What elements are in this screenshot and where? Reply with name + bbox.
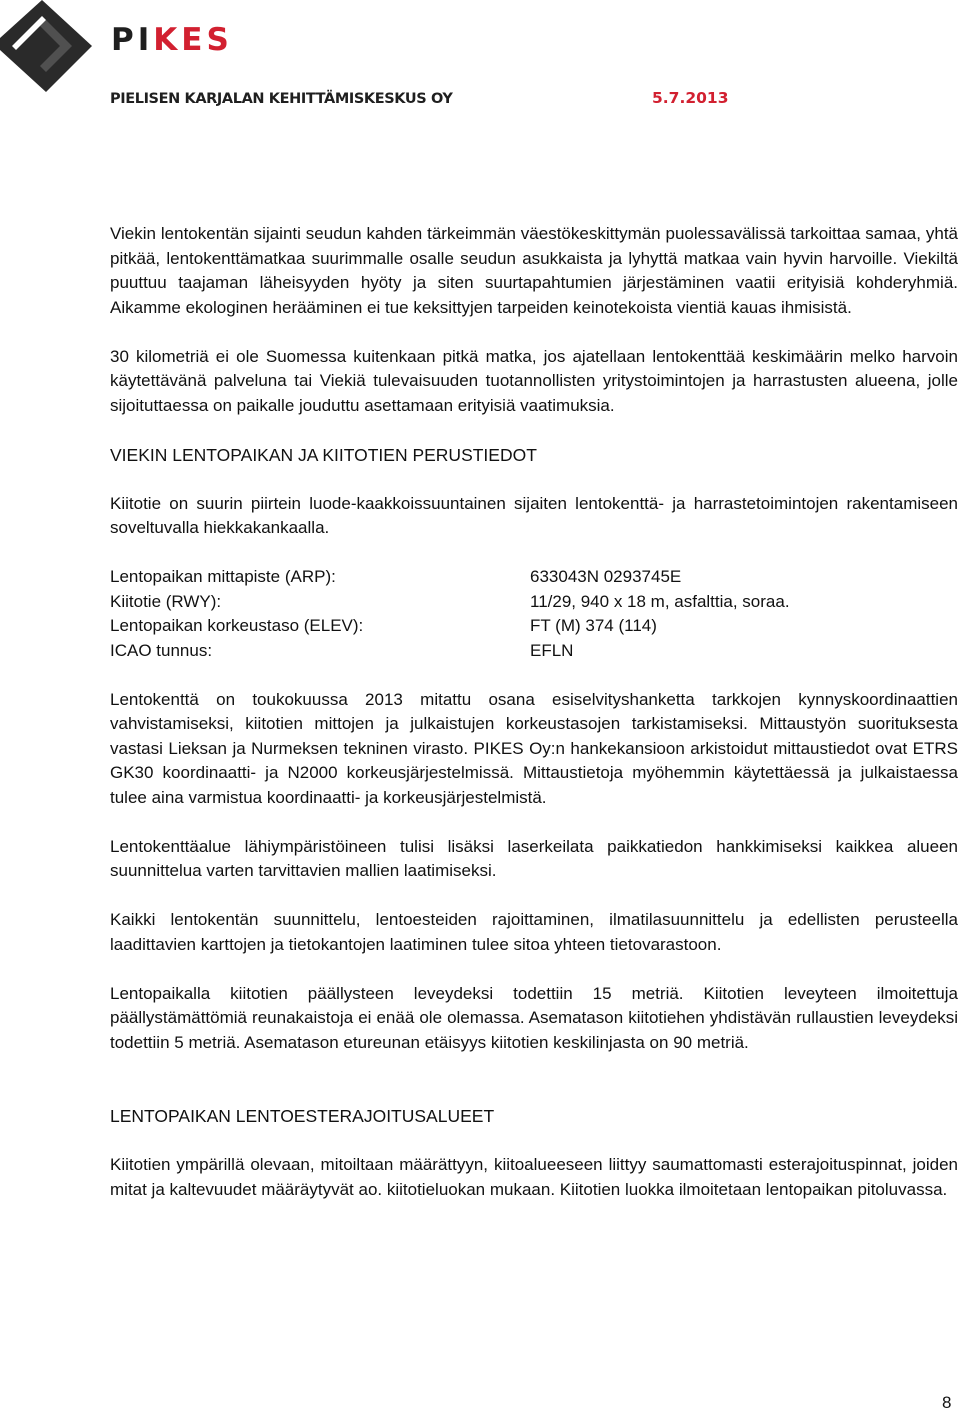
info-row-rwy: [110, 590, 958, 615]
info-row-icao: [110, 639, 958, 664]
paragraph-intro-2: 30 kilometriä ei ole Suomessa kuitenkaan pitkä matka, jos ajatellaan lentokenttää keskimäärin melko harvoin käytettävänä palveluna tai Viekiä tulevaisuuden tuotannollisten yritystoimintojen ja harrastusten alueena, jolle sijoituttaessa on paikalle jouduttu asettamaan erityisiä vaatimuksia.: [110, 346, 958, 415]
info-row-arp: [110, 565, 958, 590]
brand-highlight: KES: [153, 22, 233, 58]
section-heading-obstacles: LENTOPAIKAN LENTOESTERAJOITUSALUEET: [110, 1106, 495, 1126]
info-value: FT (M) 374 (114): [530, 616, 657, 635]
pikes-logo-icon: [0, 0, 92, 92]
info-label: ICAO tunnus:: [110, 640, 213, 660]
paragraph-intro-1: Viekin lentokentän sijainti seudun kahden tärkeimmän väestökeskittymän puolessavälissä tarkoittaa samaa, yhtä pitkää, lentokenttämatkaa suurimmalle osalle seudun asukkaista ja lyhyttä matkaa vain hyvin harvoille. Viekiltä puuttuu taajaman läheisyyden hyöty ja siten suurtapahtumien järjestäminen vaatii erityisiä kohderyhmiä. Aikamme ekologinen herääminen ei tue keksittyjen tarpeiden keinotekoista vientiä kauas ihmisistä.: [110, 224, 958, 317]
info-value: EFLN: [530, 640, 574, 660]
section-heading-basics: VIEKIN LENTOPAIKAN JA KIITOTIEN PERUSTIEDOT: [110, 444, 537, 465]
brand-prefix: PI: [111, 22, 154, 58]
paragraph-measurement: Lentokenttä on toukokuussa 2013 mitattu osana esiselvityshanketta tarkkojen kynnyskoordinaattien vahvistamiseksi, kiitotien mittojen ja julkaistujen korkeustasojen tarkistamiseksi. Mittaustyön suorituksesta vastasi Lieksan ja Nurmeksen tekninen virasto. PIKES Oy:n hankekansioon arkistoidut mittaustiedot ovat ETRS GK30 koordinaatti- ja N2000 korkeusjärjestelmissä. Mittaustietoja myöhemmin käytettäessä ja julkaistaessa tulee aina varmistua koordinaatti- ja korkeusjärjestelmistä.: [110, 689, 958, 807]
info-label: Lentopaikan mittapiste (ARP):: [110, 567, 336, 586]
info-label: Kiitotie (RWY):: [110, 591, 222, 611]
company-name: PIELISEN KARJALAN KEHITTÄMISKESKUS OY: [110, 91, 453, 107]
page-number: 8: [942, 1393, 952, 1412]
document-body: [110, 222, 958, 1202]
paragraph-runway-width: Lentopaikalla kiitotien päällysteen leveydeksi todettiin 15 metriä. Kiitotien leveyteen ilmoitettuja päällystämättömiä reunakaistoja ei enää ole olemassa. Asematason kiitotiehen yhdistävän rullaustien leveydeksi todettiin 5 metriä. Asematason etureunan etäisyys kiitotien keskilinjasta on 90 metriä.: [110, 983, 958, 1052]
paragraph-planning: Kaikki lentokentän suunnittelu, lentoesteiden rajoittaminen, ilmatilasuunnittelu ja edellisten perusteella laadittavien karttojen ja tietokantojen laatiminen tulee sitoa yhteen tietovarastoon.: [110, 910, 958, 954]
paragraph-runway-intro: Kiitotie on suurin piirtein luode-kaakkoissuuntainen sijaiten lentokenttä- ja harrastetoimintojen rakentamiseen soveltuvalla hiekkakankaalla.: [110, 493, 958, 537]
paragraph-laser-scan: Lentokenttäalue lähiympäristöineen tulisi lisäksi laserkeilata paikkatiedon hankkimiseksi kaikkea alueen suunnittelua varten tarvittavien mallien laatimiseksi.: [110, 836, 958, 880]
paragraph-obstacle-surfaces: Kiitotien ympärillä olevaan, mitoiltaan määrättyyn, kiitoalueeseen liittyy saumattomasti esterajoituspinnat, joiden mitat ja kaltevuudet määräytyvät ao. kiitotieluokan mukaan. Kiitotien luokka ilmoitetaan lentopaikan pitoluvassa.: [110, 1155, 958, 1199]
document-date: 5.7.2013: [652, 89, 729, 107]
info-label: Lentopaikan korkeustaso (ELEV):: [110, 616, 364, 635]
info-row-elev: [110, 614, 958, 639]
airfield-info-table: [110, 565, 958, 663]
brand-wordmark: [111, 20, 233, 60]
info-value: 633043N 0293745E: [530, 567, 682, 586]
info-value: 11/29, 940 x 18 m, asfalttia, soraa.: [530, 591, 790, 611]
